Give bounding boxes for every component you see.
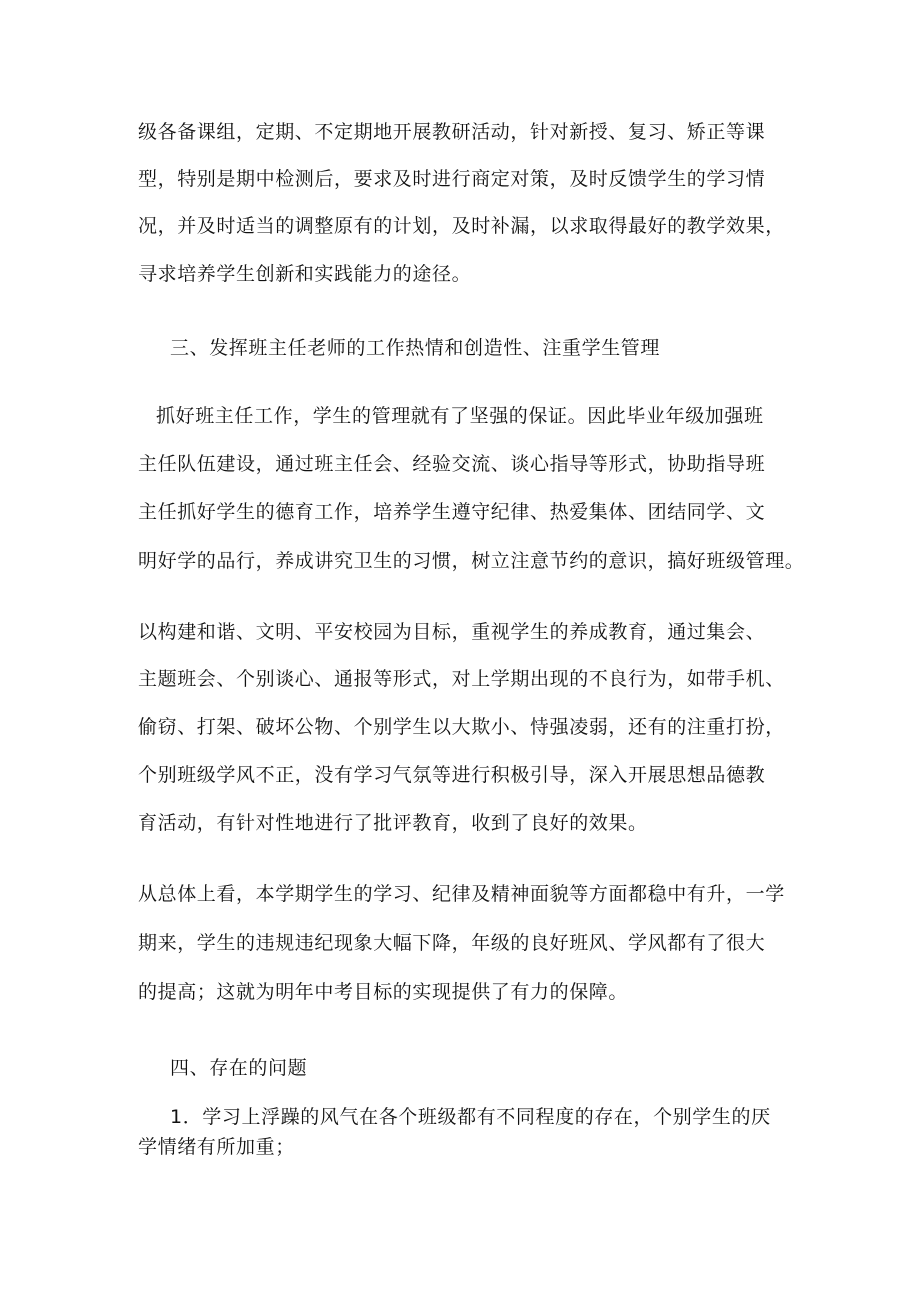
paragraph-2-line-4: 明好学的品行，养成讲究卫生的习惯，树立注意节约的意识，搞好班级管理。 bbox=[138, 550, 805, 572]
section-heading-3: 三、发挥班主任老师的工作热情和创造性、注重学生管理 bbox=[170, 337, 661, 359]
paragraph-2-line-3: 主任抓好学生的德育工作，培养学生遵守纪律、热爱集体、团结同学、文 bbox=[138, 501, 766, 523]
paragraph-1-line-4: 寻求培养学生创新和实践能力的途径。 bbox=[138, 263, 472, 285]
paragraph-3-line-5: 育活动，有针对性地进行了批评教育，收到了良好的效果。 bbox=[138, 812, 648, 834]
issue-item-1-line-1: 1．学习上浮躁的风气在各个班级都有不同程度的存在，个别学生的厌 bbox=[170, 1106, 771, 1128]
paragraph-3-line-3: 偷窃、打架、破坏公物、个别学生以大欺小、恃强凌弱，还有的注重打扮， bbox=[138, 716, 785, 738]
paragraph-4-line-3: 的提高；这就为明年中考目标的实现提供了有力的保障。 bbox=[138, 981, 629, 1003]
paragraph-2-line-1: 抓好班主任工作，学生的管理就有了坚强的保证。因此毕业年级加强班 bbox=[156, 405, 764, 427]
paragraph-3-line-4: 个别班级学风不正，没有学习气氛等进行积极引导，深入开展思想品德教 bbox=[138, 764, 766, 786]
section-heading-4: 四、存在的问题 bbox=[170, 1057, 308, 1079]
paragraph-3-line-1: 以构建和谐、文明、平安校园为目标，重视学生的养成教育，通过集会、 bbox=[138, 621, 766, 643]
paragraph-4-line-1: 从总体上看，本学期学生的学习、纪律及精神面貌等方面都稳中有升，一学 bbox=[138, 883, 785, 905]
paragraph-1-line-3: 况，并及时适当的调整原有的计划，及时补漏，以求取得最好的教学效果， bbox=[138, 215, 785, 237]
paragraph-1-line-1: 级各备课组，定期、不定期地开展教研活动，针对新授、复习、矫正等课 bbox=[138, 121, 766, 143]
paragraph-1-line-2: 型，特别是期中检测后，要求及时进行商定对策，及时反馈学生的学习情 bbox=[138, 168, 766, 190]
paragraph-4-line-2: 期来，学生的违规违纪现象大幅下降，年级的良好班风、学风都有了很大 bbox=[138, 932, 766, 954]
issue-item-1-line-2: 学情绪有所加重； bbox=[138, 1136, 295, 1158]
paragraph-3-line-2: 主题班会、个别谈心、通报等形式，对上学期出现的不良行为，如带手机、 bbox=[138, 668, 785, 690]
paragraph-2-line-2: 主任队伍建设，通过班主任会、经验交流、谈心指导等形式，协助指导班 bbox=[138, 453, 766, 475]
